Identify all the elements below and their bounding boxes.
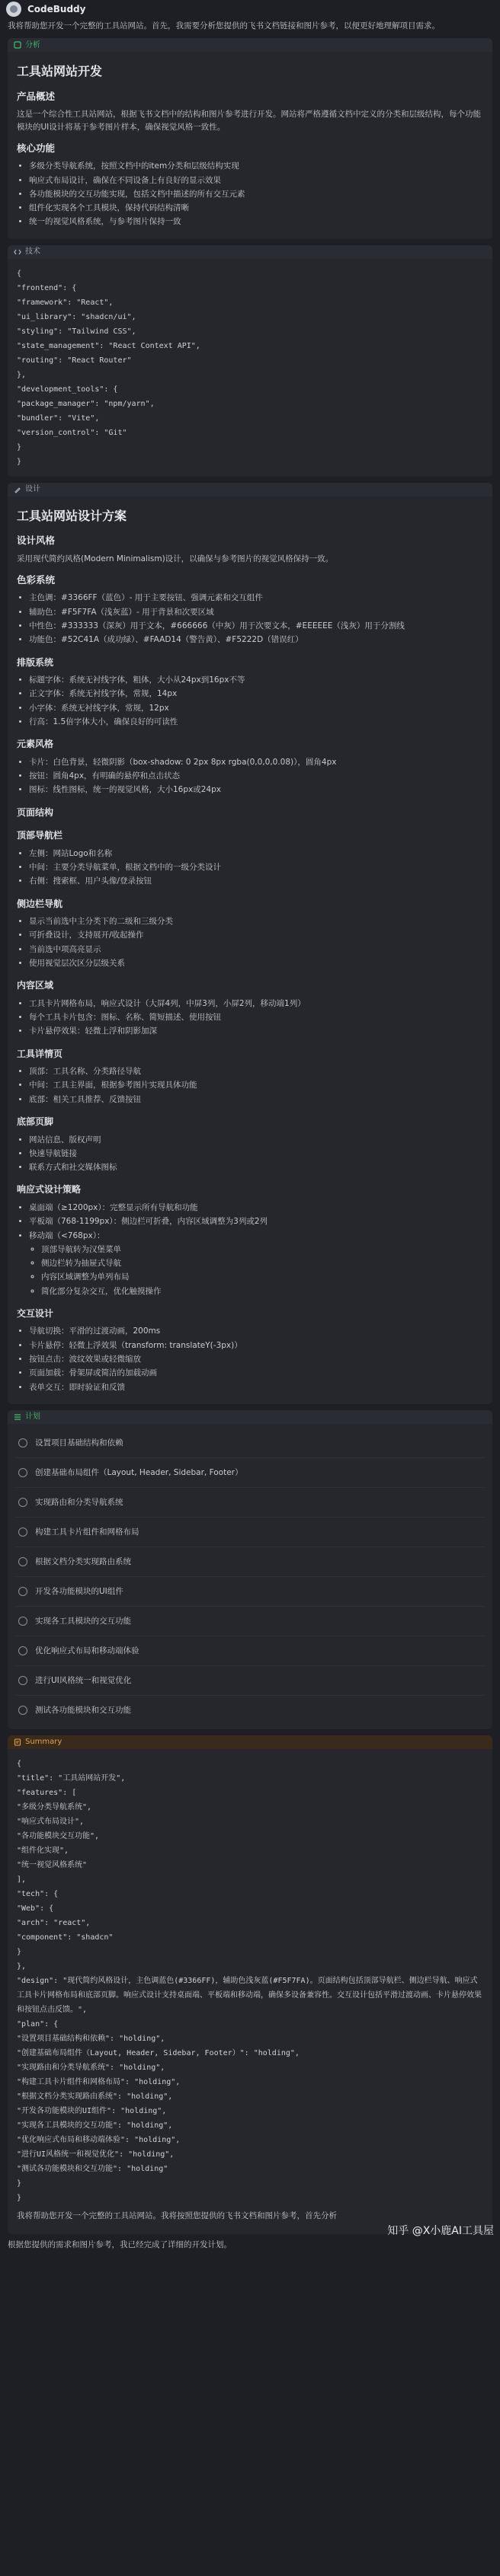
plan-item[interactable]: [15, 1666, 485, 1696]
page-heading: 页面结构: [17, 806, 54, 818]
style-heading: 设计风格: [17, 535, 56, 547]
code-line: "tech": {: [17, 1889, 59, 1898]
type-heading: 排版系统: [17, 656, 54, 668]
plan-item[interactable]: [15, 1428, 485, 1458]
todo-circle-icon[interactable]: [18, 1676, 27, 1685]
list-item: • 按钮：圆角4px，有明确的悬停和点击状态: [29, 770, 483, 782]
overview-heading: 产品概述: [17, 91, 56, 103]
list-item: • 网站信息、版权声明: [29, 1134, 483, 1146]
code-line: "各功能模块交互功能",: [17, 1831, 100, 1840]
plan-label: 计划: [25, 1412, 40, 1422]
code-line: "package_manager": "npm/yarn",: [17, 399, 155, 408]
plan-item[interactable]: [15, 1547, 485, 1577]
analysis-panel: [8, 38, 492, 238]
todo-circle-icon[interactable]: [18, 1617, 27, 1626]
list-item: • 按钮点击：波纹效果或轻微缩放: [29, 1353, 483, 1365]
plan-item-label: 构建工具卡片组件和网格布局: [35, 1527, 139, 1537]
brush-icon: [14, 486, 21, 493]
list-item: • 桌面端（≥1200px）：完整显示所有导航和功能: [29, 1202, 483, 1214]
design-panel: [8, 483, 492, 1404]
code-line: "组件化实现",: [17, 1846, 69, 1855]
code-line: "创建基础布局组件（Layout, Header, Sidebar, Footer）": "holding",: [17, 2048, 300, 2057]
detail-heading: 工具详情页: [17, 1048, 63, 1059]
assistant-header: [0, 0, 500, 18]
design-title: 工具站网站设计方案: [17, 508, 127, 523]
resp-heading: 响应式设计策略: [17, 1184, 82, 1195]
plan-item[interactable]: [15, 1518, 485, 1547]
code-line: "实现路由和分类导航系统": "holding",: [17, 2063, 165, 2072]
code-line: "bundler": "Vite",: [17, 413, 100, 423]
code-line: "多级分类导航系统",: [17, 1802, 92, 1811]
todo-circle-icon[interactable]: [18, 1438, 27, 1448]
design-header[interactable]: [8, 483, 492, 496]
plan-item-label: 测试各功能模块和交互功能: [35, 1705, 131, 1715]
list-item: ◦ 内容区域调整为单列布局: [41, 1271, 483, 1283]
list-item: • 左侧：网站Logo和名称: [29, 847, 483, 860]
assistant-avatar: [6, 2, 21, 17]
footer-list: [17, 1134, 483, 1174]
list-item: • 标题字体：系统无衬线字体，粗体，大小从24px到16px不等: [29, 674, 483, 686]
list-item: • 底部：相关工具推荐、反馈按钮: [29, 1093, 483, 1106]
summary-header[interactable]: [8, 1735, 492, 1749]
list-item: • 平板端（768-1199px）：侧边栏可折叠，内容区域调整为3列或2列: [29, 1215, 483, 1227]
code-line: ],: [17, 1875, 27, 1884]
plan-item[interactable]: [15, 1607, 485, 1636]
list-item: • 可折叠设计，支持展开/收起操作: [29, 929, 483, 941]
todo-circle-icon[interactable]: [18, 1557, 27, 1566]
list-item: • 右侧：搜索框、用户头像/登录按钮: [29, 875, 483, 887]
assistant-name: CodeBuddy: [27, 3, 86, 14]
list-item: • 统一的视觉风格系统，与参考图片保持一致: [29, 215, 483, 228]
topnav-heading: 顶部导航栏: [17, 830, 63, 841]
final-message: [0, 2225, 500, 2255]
list-item: • 图标：线性图标，统一的视觉风格，大小16px或24px: [29, 784, 483, 796]
code-line: "features": [: [17, 1788, 77, 1797]
code-line: {: [17, 269, 22, 278]
summary-tail: 我将帮助您开发一个完整的工具站网站。我将按照您提供的飞书文档和图片参考，首先分析: [17, 2211, 337, 2220]
plan-item-label: 进行UI风格统一和视觉优化: [35, 1675, 132, 1685]
code-line: "测试各功能模块和交互功能": "holding": [17, 2164, 168, 2173]
list-item: • 页面加载：骨架屏或简洁的加载动画: [29, 1367, 483, 1379]
plan-item-label: 实现各工具模块的交互功能: [35, 1616, 131, 1626]
list-item: ◦ 简化部分复杂交互，优化触摸操作: [41, 1285, 483, 1298]
todo-circle-icon[interactable]: [18, 1527, 27, 1537]
code-line: "arch": "react",: [17, 1918, 91, 1927]
code-line: "根据文档分类实现路由系统": "holding",: [17, 2092, 173, 2101]
topnav-list: [17, 847, 483, 888]
color-heading: 色彩系统: [17, 574, 56, 586]
list-item: • 表单交互：即时验证和反馈: [29, 1381, 483, 1393]
checklist-icon: [14, 1413, 21, 1421]
list-item: • 正文字体：系统无衬线字体，常规，14px: [29, 688, 483, 700]
list-item: • 每个工具卡片包含：图标、名称、简短描述、使用按钮: [29, 1011, 483, 1023]
resp-list: [17, 1202, 483, 1298]
list-item: • 卡片：白色背景，轻微阴影（box-shadow: 0 2px 8px rgba(0,0,0,0.08)），圆角4px: [29, 756, 483, 768]
list-item: ◦ 顶部导航转为汉堡菜单: [41, 1243, 483, 1256]
core-list: [17, 160, 483, 228]
plan-item[interactable]: [15, 1577, 485, 1607]
code-line: "routing": "React Router": [17, 356, 132, 365]
list-item-text: 移动端（<768px）：: [29, 1231, 105, 1240]
tech-code: [17, 267, 483, 469]
todo-circle-icon[interactable]: [18, 1587, 27, 1596]
list-item: • 各功能模块的交互功能实现，包括文档中描述的所有交互元素: [29, 188, 483, 200]
plan-item[interactable]: [15, 1636, 485, 1666]
type-list: [17, 674, 483, 728]
content-heading: 内容区域: [17, 980, 54, 991]
code-line: "framework": "React",: [17, 298, 114, 307]
todo-circle-icon[interactable]: [18, 1468, 27, 1477]
elem-heading: 元素风格: [17, 739, 54, 750]
elem-list: [17, 756, 483, 796]
sidebar-list: [17, 915, 483, 969]
code-line: "styling": "Tailwind CSS",: [17, 327, 136, 336]
code-line: "优化响应式布局和移动端体验": "holding",: [17, 2135, 181, 2144]
code-line: "进行UI风格统一和视觉优化": "holding",: [17, 2150, 175, 2159]
plan-item-label: 根据文档分类实现路由系统: [35, 1556, 131, 1566]
code-line: "frontend": {: [17, 283, 77, 292]
plan-item-label: 实现路由和分类导航系统: [35, 1497, 123, 1507]
plan-panel: [8, 1410, 492, 1729]
code-line: }: [17, 442, 22, 452]
interact-list: [17, 1325, 483, 1393]
color-list: [17, 592, 483, 646]
list-item: • 工具卡片网格布局，响应式设计（大屏4列，中屏3列，小屏2列，移动端1列）: [29, 998, 483, 1010]
analysis-title: 工具站网站开发: [17, 64, 103, 79]
todo-circle-icon[interactable]: [18, 1646, 27, 1655]
plan-item[interactable]: [15, 1696, 485, 1725]
code-line: "响应式布局设计",: [17, 1817, 85, 1826]
watermark: 知乎 @X小鹿AI工具屋: [387, 2225, 494, 2238]
analysis-label: 分析: [25, 40, 40, 49]
code-line: "component": "shadcn": [17, 1933, 114, 1942]
tech-panel: [8, 245, 492, 477]
plan-item-label: 创建基础布局组件（Layout, Header, Sidebar, Footer）: [35, 1467, 243, 1477]
code-line: }: [17, 2179, 22, 2188]
intro-text: 我将帮助您开发一个完整的工具站网站。首先，我需要分析您提供的飞书文档链接和图片参考，以便更好地理解项目需求。: [8, 21, 440, 30]
list-item: • 小字体：系统无衬线字体，常规，12px: [29, 702, 483, 714]
summary-panel: [8, 1735, 492, 2234]
analysis-icon: [14, 41, 21, 49]
list-item: • 顶部：工具名称、分类路径导航: [29, 1065, 483, 1077]
list-item: • 卡片悬停：轻微上浮效果（transform: translateY(-3px)）: [29, 1339, 483, 1352]
code-line: {: [17, 1759, 22, 1768]
summary-label: Summary: [25, 1738, 62, 1747]
code-line: },: [17, 1962, 27, 1971]
code-line: "development_tools": {: [17, 385, 118, 394]
list-item: ◦ 侧边栏转为抽屉式导航: [41, 1257, 483, 1269]
code-line: }: [17, 2193, 22, 2202]
detail-list: [17, 1065, 483, 1106]
code-line: "统一视觉风格系统": [17, 1860, 88, 1869]
list-item: • 使用视觉层次区分层级关系: [29, 957, 483, 969]
list-item: • 功能色：#52C41A（成功绿）、#FAAD14（警告黄）、#F5222D（错误红）: [29, 634, 483, 646]
analysis-header[interactable]: [8, 38, 492, 52]
resp-sub-list: [29, 1243, 483, 1298]
list-item: • 快速导航链接: [29, 1148, 483, 1160]
list-item: • 行高：1.5倍字体大小，确保良好的可读性: [29, 716, 483, 728]
code-line: "design": "现代简约风格设计，主色调蓝色(#3366FF)，辅助色浅灰蓝(#F5F7FA)。页面结构包括顶部导航栏、侧边栏导航、响应式工具卡片网格布局和底部页脚。响应式设计支持桌面端、平板端和移动端，确保多设备兼容性。交互设计包括平滑过渡动画、卡片悬停效果和按钮点击反馈。",: [17, 1976, 482, 2014]
summary-icon: [14, 1738, 21, 1746]
plan-item-label: 设置项目基础结构和依赖: [35, 1438, 123, 1448]
list-item: • 中间：工具主界面，根据参考图片实现具体功能: [29, 1079, 483, 1091]
list-item: • 中间：主要分类导航菜单，根据文档中的一级分类设计: [29, 861, 483, 873]
code-line: "构建工具卡片组件和网格布局": "holding",: [17, 2077, 181, 2086]
code-line: "ui_library": "shadcn/ui",: [17, 312, 136, 321]
list-item: • 多级分类导航系统，按照文档中的item分类和层级结构实现: [29, 160, 483, 172]
code-line: }: [17, 1947, 22, 1956]
design-label: 设计: [25, 484, 40, 493]
list-item: • 导航切换：平滑的过渡动画，200ms: [29, 1325, 483, 1337]
todo-circle-icon[interactable]: [18, 1706, 27, 1715]
final-text: 根据您提供的需求和图片参考，我已经完成了详细的开发计划。: [8, 2240, 232, 2250]
list-item: • 当前选中项高亮显示: [29, 943, 483, 956]
core-heading: 核心功能: [17, 142, 56, 154]
code-line: "title": "工具站网站开发",: [17, 1773, 126, 1783]
plan-item[interactable]: [15, 1458, 485, 1488]
tech-label: 技术: [25, 247, 40, 256]
code-line: "version_control": "Git": [17, 428, 127, 437]
list-item: [29, 1230, 483, 1298]
code-line: "plan": {: [17, 2019, 59, 2029]
code-line: "Web": {: [17, 1904, 54, 1913]
sidebar-heading: 侧边栏导航: [17, 898, 63, 909]
code-line: "设置项目基础结构和依赖": "holding",: [17, 2034, 165, 2043]
footer-heading: 底部页脚: [17, 1116, 54, 1128]
list-item: • 响应式布局设计，确保在不同设备上有良好的显示效果: [29, 174, 483, 187]
code-icon: [14, 248, 21, 256]
plan-item-label: 开发各功能模块的UI组件: [35, 1586, 123, 1596]
list-item: • 卡片悬停效果：轻微上浮和阴影加深: [29, 1025, 483, 1037]
list-item: • 联系方式和社交媒体图标: [29, 1161, 483, 1173]
code-line: },: [17, 370, 27, 379]
overview-text: 这是一个综合性工具站网站，根据飞书文档中的结构和图片参考进行开发。网站将严格遵循文档中定义的分类和层级结构，每个功能模块的UI设计将基于参考图片样本，确保视觉风格一致性。: [17, 110, 481, 132]
style-text: 采用现代简约风格(Modern Minimalism)设计，以确保与参考图片的视觉风格保持一致。: [17, 554, 334, 563]
summary-code: [17, 1757, 483, 2205]
code-line: "实现各工具模块的交互功能": "holding",: [17, 2121, 173, 2130]
plan-header[interactable]: [8, 1410, 492, 1424]
tech-header[interactable]: [8, 245, 492, 259]
list-item: • 组件化实现各个工具模块，保持代码结构清晰: [29, 202, 483, 214]
list-item: • 显示当前选中主分类下的二级和三级分类: [29, 915, 483, 927]
code-line: }: [17, 457, 22, 466]
code-line: "state_management": "React Context API",: [17, 341, 200, 350]
list-item: • 主色调：#3366FF（蓝色）- 用于主要按钮、强调元素和交互组件: [29, 592, 483, 604]
plan-item[interactable]: [15, 1488, 485, 1518]
code-line: "开发各功能模块的UI组件": "holding",: [17, 2106, 167, 2115]
interact-heading: 交互设计: [17, 1307, 54, 1319]
list-item: • 辅助色：#F5F7FA（浅灰蓝）- 用于背景和次要区域: [29, 606, 483, 618]
plan-item-label: 优化响应式布局和移动端体验: [35, 1646, 139, 1655]
content-list: [17, 998, 483, 1038]
list-item: • 中性色：#333333（深灰）用于文本，#666666（中灰）用于次要文本，#EEEEEE（浅灰）用于分割线: [29, 620, 483, 632]
todo-circle-icon[interactable]: [18, 1498, 27, 1507]
